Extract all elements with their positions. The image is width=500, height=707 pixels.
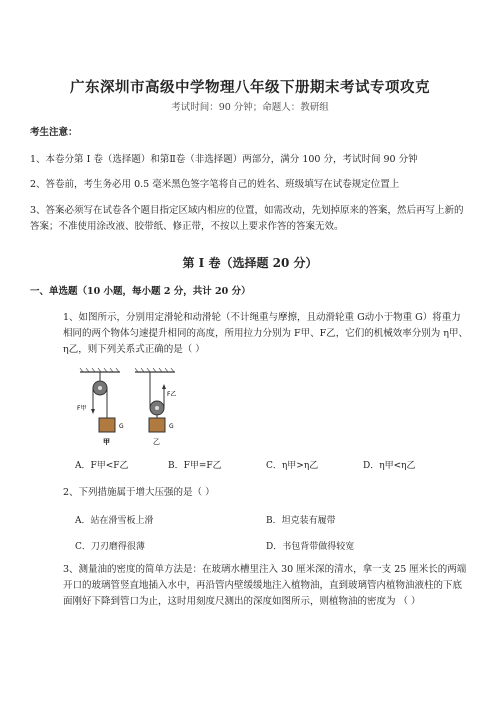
section-title: 第 I 卷（选择题 20 分）: [182, 256, 318, 270]
exam-subtitle: 考试时间：90 分钟；命题人：教研组: [171, 102, 329, 113]
q1-text-part: 甲、F: [300, 328, 327, 339]
q1-text-part: 动小于物重 G）将重力相同的两个物体匀速提升相同的高度，所用拉力分别为 F: [63, 312, 461, 339]
force-right-label: F乙: [167, 391, 177, 398]
q1-text-part: 乙，它们的机械效率分别为 η: [326, 328, 449, 339]
part-heading: 一、单选题（10 小题，每小题 2 分，共计 20 分）: [30, 286, 251, 297]
figure-label-left: 甲: [103, 438, 110, 446]
q1-text-part: 甲、η: [63, 328, 468, 355]
q2-option-a[interactable]: A．站在滑雪板上滑: [75, 516, 154, 526]
q1-option-d[interactable]: D．η甲<η乙: [363, 461, 416, 471]
q2-option-c[interactable]: C．刀刃磨得很薄: [75, 542, 145, 552]
q1-text-part: 1、如图所示，分别用定滑轮和动滑轮（不计绳重与摩擦，且动滑轮重 G: [63, 312, 365, 323]
question-1-text: [63, 310, 470, 358]
weight-left-label: G: [119, 423, 124, 430]
q2-option-d[interactable]: D．书包背带做得较宽: [266, 542, 355, 552]
pulley-figure: [75, 368, 195, 448]
q1-option-c[interactable]: C．η甲>η乙: [266, 461, 319, 471]
notice-item-3: 3、答案必须写在试卷各个题目指定区域内相应的位置，如需改动，先划掉原来的答案，然后再写上新的答案；不准使用涂改液、胶带纸、修正带，不按以上要求作答的答案无效。: [30, 205, 464, 232]
q2-option-b[interactable]: B．坦克装有履带: [266, 516, 336, 526]
notice-heading: 考生注意：: [30, 127, 78, 138]
q1-text-part: 乙，则下列关系式正确的是（ ）: [68, 344, 205, 355]
exam-title: 广东深圳市高级中学物理八年级下册期末考试专项攻克: [70, 79, 430, 96]
q1-option-a[interactable]: A．F甲<F乙: [75, 461, 129, 471]
question-2-text: 2、下列措施属于增大压强的是（ ）: [63, 487, 215, 498]
notice-item-1: 1、本卷分第 I 卷（选择题）和第Ⅱ卷（非选择题）两部分，满分 100 分，考试时间 90 分钟: [30, 154, 418, 165]
figure-label-right: 乙: [153, 438, 160, 446]
notice-item-2: 2、答卷前，考生务必用 0.5 毫米黑色签字笔将自己的姓名、班级填写在试卷规定位置上: [30, 179, 400, 190]
force-left-label: F甲: [77, 405, 87, 412]
q1-option-b[interactable]: B．F甲=F乙: [168, 461, 222, 471]
weight-right-label: G: [169, 423, 174, 430]
question-3-text: 3、测量油的密度的简单方法是：在玻璃水槽里注入 30 厘米深的清水，拿一支 25 厘米长的两端开口的玻璃管竖直地插入水中，再沿管内壁缓缓地注入植物油，直到玻璃管内植物油液柱的下底面刚好下降到管口为止，这时用刻度尺测出的深度如图所示，则植物油的密度为 （ ）: [63, 564, 467, 607]
